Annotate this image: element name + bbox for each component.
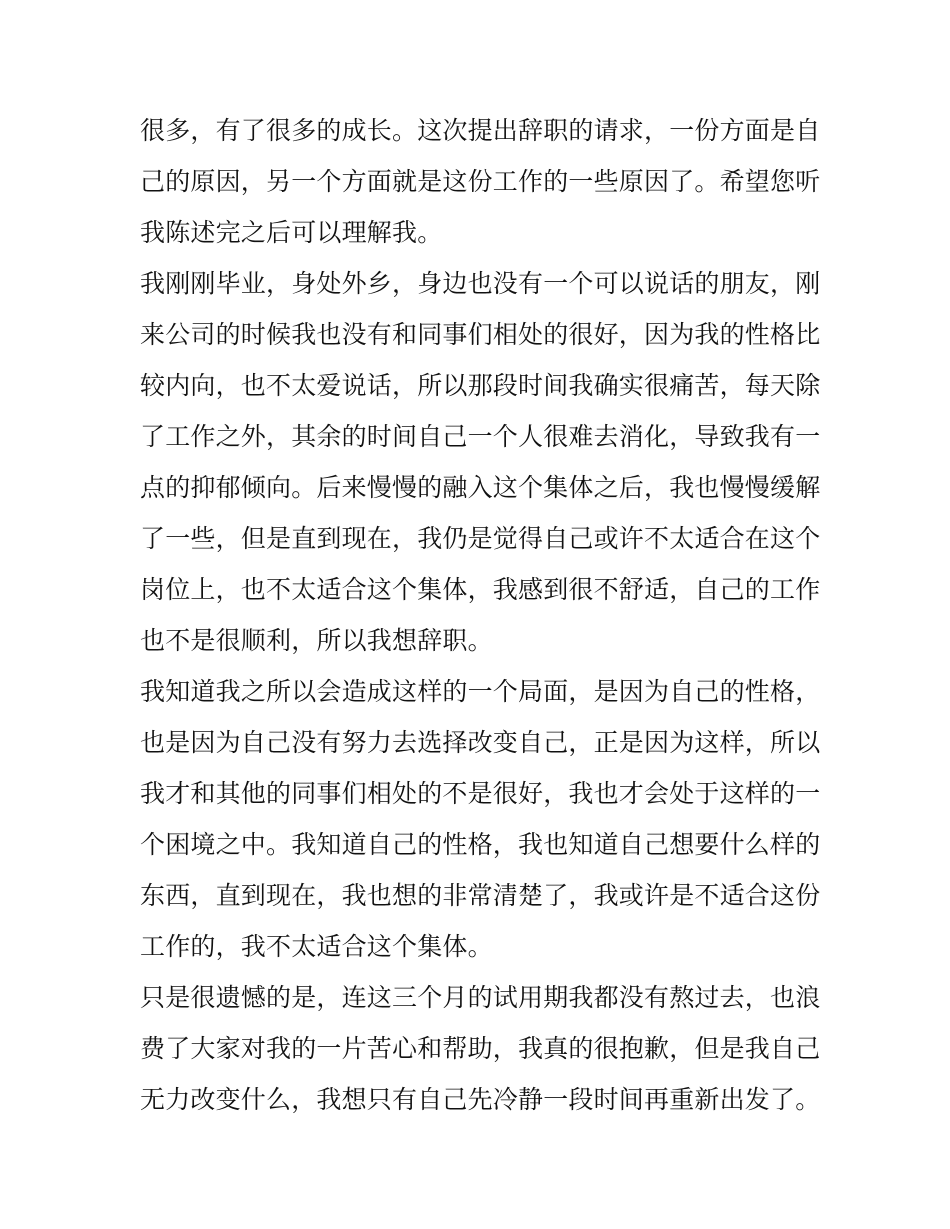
text-line: 点的抑郁倾向。后来慢慢的融入这个集体之后，我也慢慢缓解 <box>140 473 821 502</box>
text-line: 己的原因，另一个方面就是这份工作的一些原因了。希望您听 <box>140 167 821 196</box>
document-body <box>140 105 820 1125</box>
text-line: 个困境之中。我知道自己的性格，我也知道自己想要什么样的 <box>140 830 821 859</box>
text-line: 我才和其他的同事们相处的不是很好，我也才会处于这样的一 <box>140 779 821 808</box>
text-line: 我知道我之所以会造成这样的一个局面，是因为自己的性格， <box>140 677 821 706</box>
text-line: 也不是很顺利，所以我想辞职。 <box>140 626 493 655</box>
text-line: 我陈述完之后可以理解我。 <box>140 218 443 247</box>
text-line: 工作的，我不太适合这个集体。 <box>140 932 493 961</box>
text-line: 费了大家对我的一片苦心和帮助，我真的很抱歉，但是我自己 <box>140 1034 821 1063</box>
text-line: 岗位上，也不太适合这个集体，我感到很不舒适，自己的工作 <box>140 575 821 604</box>
text-line: 了工作之外，其余的时间自己一个人很难去消化，导致我有一 <box>140 422 821 451</box>
text-line: 我刚刚毕业，身处外乡，身边也没有一个可以说话的朋友，刚 <box>140 269 821 298</box>
text-line: 无力改变什么，我想只有自己先冷静一段时间再重新出发了。 <box>140 1085 821 1114</box>
text-line: 来公司的时候我也没有和同事们相处的很好，因为我的性格比 <box>140 320 821 349</box>
text-line: 较内向，也不太爱说话，所以那段时间我确实很痛苦，每天除 <box>140 371 821 400</box>
text-line: 只是很遗憾的是，连这三个月的试用期我都没有熬过去，也浪 <box>140 983 821 1012</box>
text-line: 了一些，但是直到现在，我仍是觉得自己或许不太适合在这个 <box>140 524 821 553</box>
text-line: 很多，有了很多的成长。这次提出辞职的请求，一份方面是自 <box>140 116 821 145</box>
text-line: 也是因为自己没有努力去选择改变自己，正是因为这样，所以 <box>140 728 821 757</box>
text-line: 东西，直到现在，我也想的非常清楚了，我或许是不适合这份 <box>140 881 821 910</box>
